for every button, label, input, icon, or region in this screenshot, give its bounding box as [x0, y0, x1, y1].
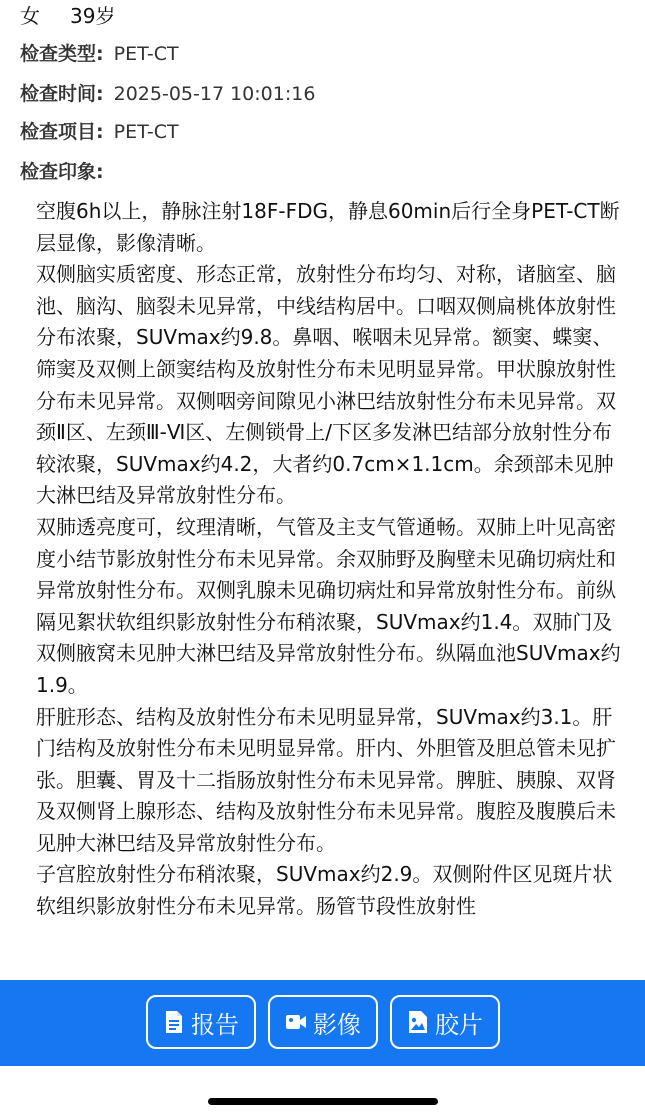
- patient-sex: 女: [20, 4, 40, 28]
- exam-impression-row: [20, 160, 104, 184]
- exam-type-value: PET-CT: [113, 43, 179, 65]
- exam-type-label: 检查类型:: [20, 43, 104, 65]
- report-button[interactable]: [146, 995, 256, 1049]
- document-icon: [163, 1010, 185, 1034]
- report-body: [36, 196, 622, 980]
- report-paragraph-pelvis: 子宫腔放射性分布稍浓聚，SUVmax约2.9。双侧附件区见斑片状软组织影放射性分布未见异常。肠管节段性放射性: [36, 862, 613, 919]
- report-paragraph-technique: 空腹6h以上，静脉注射18F-FDG，静息60min后行全身PET-CT断层显像，影像清晰。: [36, 199, 620, 255]
- image-button-label: 影像: [313, 1010, 361, 1039]
- exam-item-label: 检查项目:: [20, 121, 104, 143]
- exam-time-value: 2025-05-17 10:01:16: [113, 83, 316, 105]
- picture-icon: [407, 1010, 429, 1034]
- film-button-label: 胶片: [435, 1010, 483, 1039]
- report-paragraph-head-neck: 双侧脑实质密度、形态正常，放射性分布均匀、对称，诸脑室、脑池、脑沟、脑裂未见异常，中线结构居中。口咽双侧扁桃体放射性分布浓聚，SUVmax约9.8。鼻咽、喉咽未见异常。额窦、蝶窦、筛窦及双侧上颌窦结构及放射性分布未见明显异常。甲状腺放射性分布未见异常。双侧咽旁间隙见小淋巴结放射性分布未见异常。双颈Ⅱ区、左颈Ⅲ-Ⅵ区、左侧锁骨上/下区多发淋巴结部分放射性分布较浓聚，SUVmax约4.2，大者约0.7cm×1.1cm。余颈部未见肿大淋巴结及异常放射性分布。: [36, 262, 616, 508]
- report-paragraph-chest: 双肺透亮度可，纹理清晰，气管及主支气管通畅。双肺上叶见高密度小结节影放射性分布未见异常。余双肺野及胸壁未见确切病灶和异常放射性分布。双侧乳腺未见确切病灶和异常放射性分布。前纵隔见絮状软组织影放射性分布稍浓聚，SUVmax约1.4。双肺门及双侧腋窝未见肿大淋巴结及异常放射性分布。纵隔血池SUVmax约1.9。: [36, 514, 621, 697]
- exam-item-value: PET-CT: [113, 121, 179, 143]
- bottom-nav-bar: [0, 980, 645, 1066]
- video-icon: [285, 1010, 307, 1034]
- report-paragraph-abdomen: 肝脏形态、结构及放射性分布未见明显异常，SUVmax约3.1。肝门结构及放射性分布未见明显异常。肝内、外胆管及胆总管未见扩张。胆囊、胃及十二指肠放射性分布未见异常。脾脏、胰腺、双肾及双侧肾上腺形态、结构及放射性分布未见异常。腹腔及腹膜后未见肿大淋巴结及异常放射性分布。: [36, 704, 616, 855]
- home-indicator[interactable]: [208, 1098, 438, 1105]
- image-button[interactable]: [268, 995, 378, 1049]
- exam-time-label: 检查时间:: [20, 83, 104, 105]
- home-indicator-area: [0, 1066, 645, 1118]
- exam-item-row: [20, 120, 179, 144]
- exam-type-row: [20, 42, 179, 66]
- patient-line: [20, 4, 115, 28]
- patient-age: 39岁: [70, 4, 116, 28]
- report-button-label: 报告: [191, 1010, 239, 1039]
- exam-time-row: [20, 82, 315, 106]
- exam-impression-label: 检查印象:: [20, 161, 104, 183]
- film-button[interactable]: [390, 995, 500, 1049]
